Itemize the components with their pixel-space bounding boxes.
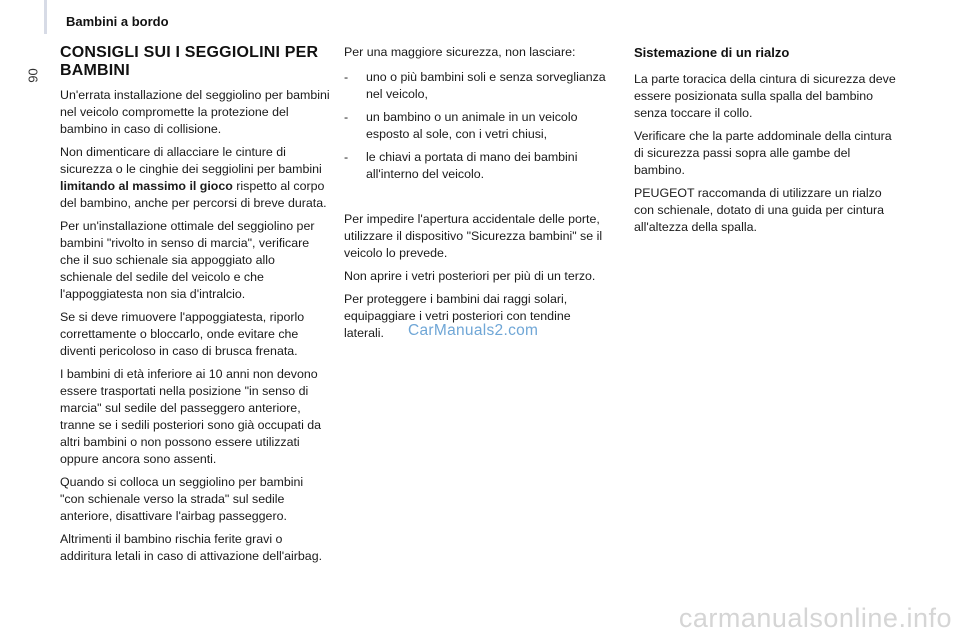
margin-bar [44,0,47,34]
right-column [634,44,904,242]
main-heading: CONSIGLI SUI I SEGGIOLINI PER BAMBINI [60,44,319,79]
list-item: - le chiavi a portata di mano dei bambini all'interno del veicolo. [344,149,608,183]
watermark-carmanuals2: CarManuals2.com [408,322,539,339]
paragraph-rear-facing: Quando si colloca un seggiolino per bambini "con schienale verso la strada" sul sedile anteriore, disattivare l'airbag passeggero. [60,475,304,523]
paragraph-sun-blinds: Per proteggere i bambini dai raggi solari, equipaggiare i vetri posteriori con tendine laterali. [344,292,571,340]
middle-column [344,44,608,348]
safety-list [344,69,608,183]
paragraph-forward-facing: Per un'installazione ottimale del seggiolino per bambini "rivolto in senso di marcia", verificare che il suo schienale sia appoggiato allo schienale del sedile del veicolo e che l'appoggiatesta non sia d'intralcio. [60,219,315,301]
paragraph-installation-error: Un'errata installazione del seggiolino per bambini nel veicolo compromette la protezione del bambino in caso di collisione. [60,88,330,136]
paragraph-chest-belt: La parte toracica della cintura di sicurezza deve essere posizionata sulla spalla del bambino senza toccare il collo. [634,72,896,120]
list-item: - uno o più bambini soli e senza sorveglianza nel veicolo, [344,69,608,103]
paragraph-seat-belts [60,144,330,212]
watermark-carmanualsonline: carmanualsonline.info [678,603,952,633]
page-number: 90 [25,68,41,83]
paragraph-peugeot-recommendation: PEUGEOT raccomanda di utilizzare un rialzo con schienale, dotato di una guida per cintura all'altezza della spalla. [634,186,885,234]
booster-heading: Sistemazione di un rialzo [634,45,790,60]
list-item: - un bambino o un animale in un veicolo esposto al sole, con i vetri chiusi, [344,109,608,143]
paragraph-airbag-risk: Altrimenti il bambino rischia ferite gravi o addiritura letali in caso di attivazione dell'airbag. [60,532,323,563]
left-column [60,44,330,571]
paragraph-rear-windows: Non aprire i vetri posteriori per più di un terzo. [344,269,596,283]
paragraph-headrest: Se si deve rimuovere l'appoggiatesta, riporlo correttamente o bloccarlo, onde evitare che diventi pericoloso in caso di brusca frenata. [60,310,305,358]
chapter-title: Bambini a bordo [66,14,169,29]
paragraph-seat-belts-start: Non dimenticare di allacciare le cinture di sicurezza o le cinghie dei seggiolini per bambini [60,145,322,176]
paragraph-age-limit: I bambini di età inferiore ai 10 anni non devono essere trasportati nella posizione "in senso di marcia" sul sedile del passeggero anteriore, tranne se i sedili posteriori sono già occupati da altri bambini o non possono essere utilizzati oppure ancora sono assenti. [60,367,322,466]
paragraph-child-lock: Per impedire l'apertura accidentale delle porte, utilizzare il dispositivo "Sicurezza bambini" se il veicolo lo prevede. [344,212,603,260]
paragraph-seat-belts-end: rispetto al corpo del bambino, anche per percorsi di breve durata. [60,179,327,210]
paragraph-seat-belts-bold: limitando al massimo il gioco [60,179,233,193]
paragraph-lap-belt: Verificare che la parte addominale della cintura di sicurezza passi sopra alle gambe del bambino. [634,129,892,177]
safety-intro: Per una maggiore sicurezza, non lasciare: [344,45,576,59]
